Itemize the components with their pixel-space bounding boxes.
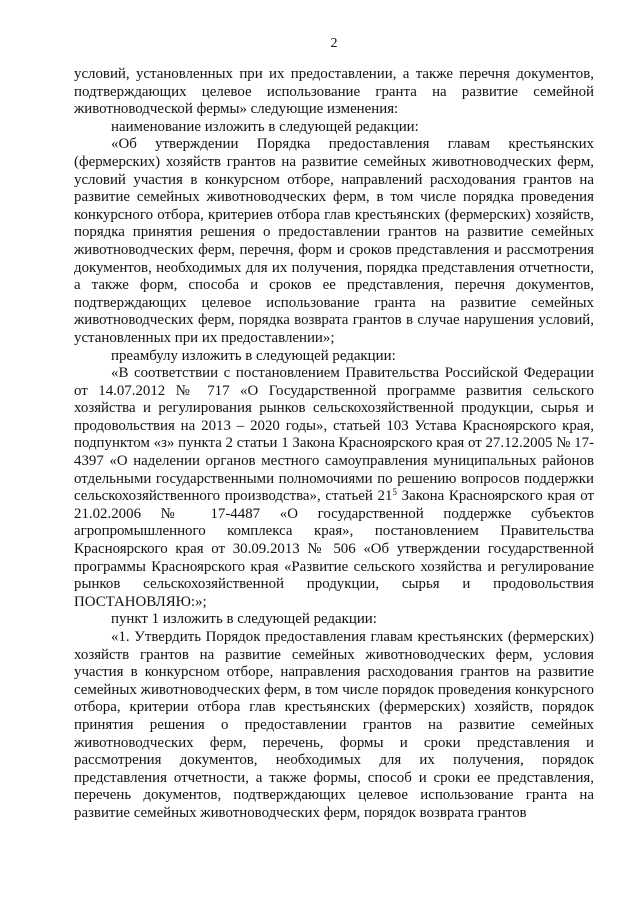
- paragraph-new-item1: «1. Утвердить Порядок предоставления главам крестьянских (фермерских) хозяйств грантов на развитие семейных животноводческих ферм, условия участия в конкурсном отборе, направления расходования грантов на развитие семейных животноводческих ферм, в том числе порядок проведения конкурсного отбора, критерии отбора глав крестьянских (фермерских) хозяйств, порядок принятия решения о предоставлении грантов на развитие семейных животноводческих ферм, перечень, формы и сроки представления и рассмотрения документов, необходимых для их получения, порядок представления отчетности, а также формы, способ и сроки ее представления, перечень документов, подтверждающих целевое использование гранта на развитие семейных животноводческих ферм, порядок возврата грантов: [74, 629, 594, 821]
- document-body: [74, 66, 594, 823]
- paragraph-new-preamble: [74, 365, 594, 611]
- paragraph-continuation: условий, установленных при их предоставлении, а также перечня документов, подтверждающих целевое использование гранта на развитие семейной животноводческой фермы» следующие изменения:: [74, 66, 594, 118]
- article-superscript: 5: [392, 487, 397, 498]
- paragraph-preamble-instruction: преамбулу изложить в следующей редакции:: [111, 347, 396, 364]
- preamble-text-part-2: Закона Красноярского края от 21.02.2006 № 17-4487 «О государственной поддержке субъектов агропромышленного комплекса края», постановлением Правительства Красноярского края от 30.09.2013 № 506 «Об утверждении государственной программы Красноярского края «Развитие сельского хозяйства и регулирование рынков сельскохозяйственной продукции, сырья и продовольствия ПОСТАНОВЛЯЮ:»;: [74, 488, 594, 610]
- page-number: 2: [330, 36, 338, 51]
- paragraph-new-title: «Об утверждении Порядка предоставления главам крестьянских (фермерских) хозяйств грантов на развитие семейных животноводческих ферм, условий участия в конкурсном отборе, направлений расходования грантов на развитие семейных животноводческих ферм, в том числе порядка проведения конкурсного отбора, критериев отбора глав крестьянских (фермерских) хозяйств, порядка принятия решения о предоставлении грантов на развитие семейных животноводческих ферм, перечня, форм и сроков представления и рассмотрения документов, необходимых для их получения, порядка представления отчетности, а также форм, способа и сроков ее представления, перечня документов, подтверждающих целевое использование гранта на развитие семейных животноводческих ферм, порядка возврата грантов в случае нарушения условий, установленных при их предоставлении»;: [74, 136, 594, 346]
- paragraph-title-instruction: наименование изложить в следующей редакции:: [111, 118, 419, 135]
- paragraph-item1-instruction: пункт 1 изложить в следующей редакции:: [111, 611, 377, 628]
- preamble-text-part-1: «В соответствии с постановлением Правительства Российской Федерации от 14.07.2012 № 717 «О Государственной программе развития сельского хозяйства и регулирования рынков сельскохозяйственной продукции, сырья и продовольствия на 2013 – 2020 годы», статьей 103 Устава Красноярского края, подпунктом «з» пункта 2 статьи 1 Закона Красноярского края от 27.12.2005 № 17-4397 «О наделении органов местного самоуправления муниципальных районов отдельными государственными полномочиями по решению вопросов поддержки сельскохозяйственного производства», статьей 21: [74, 365, 594, 505]
